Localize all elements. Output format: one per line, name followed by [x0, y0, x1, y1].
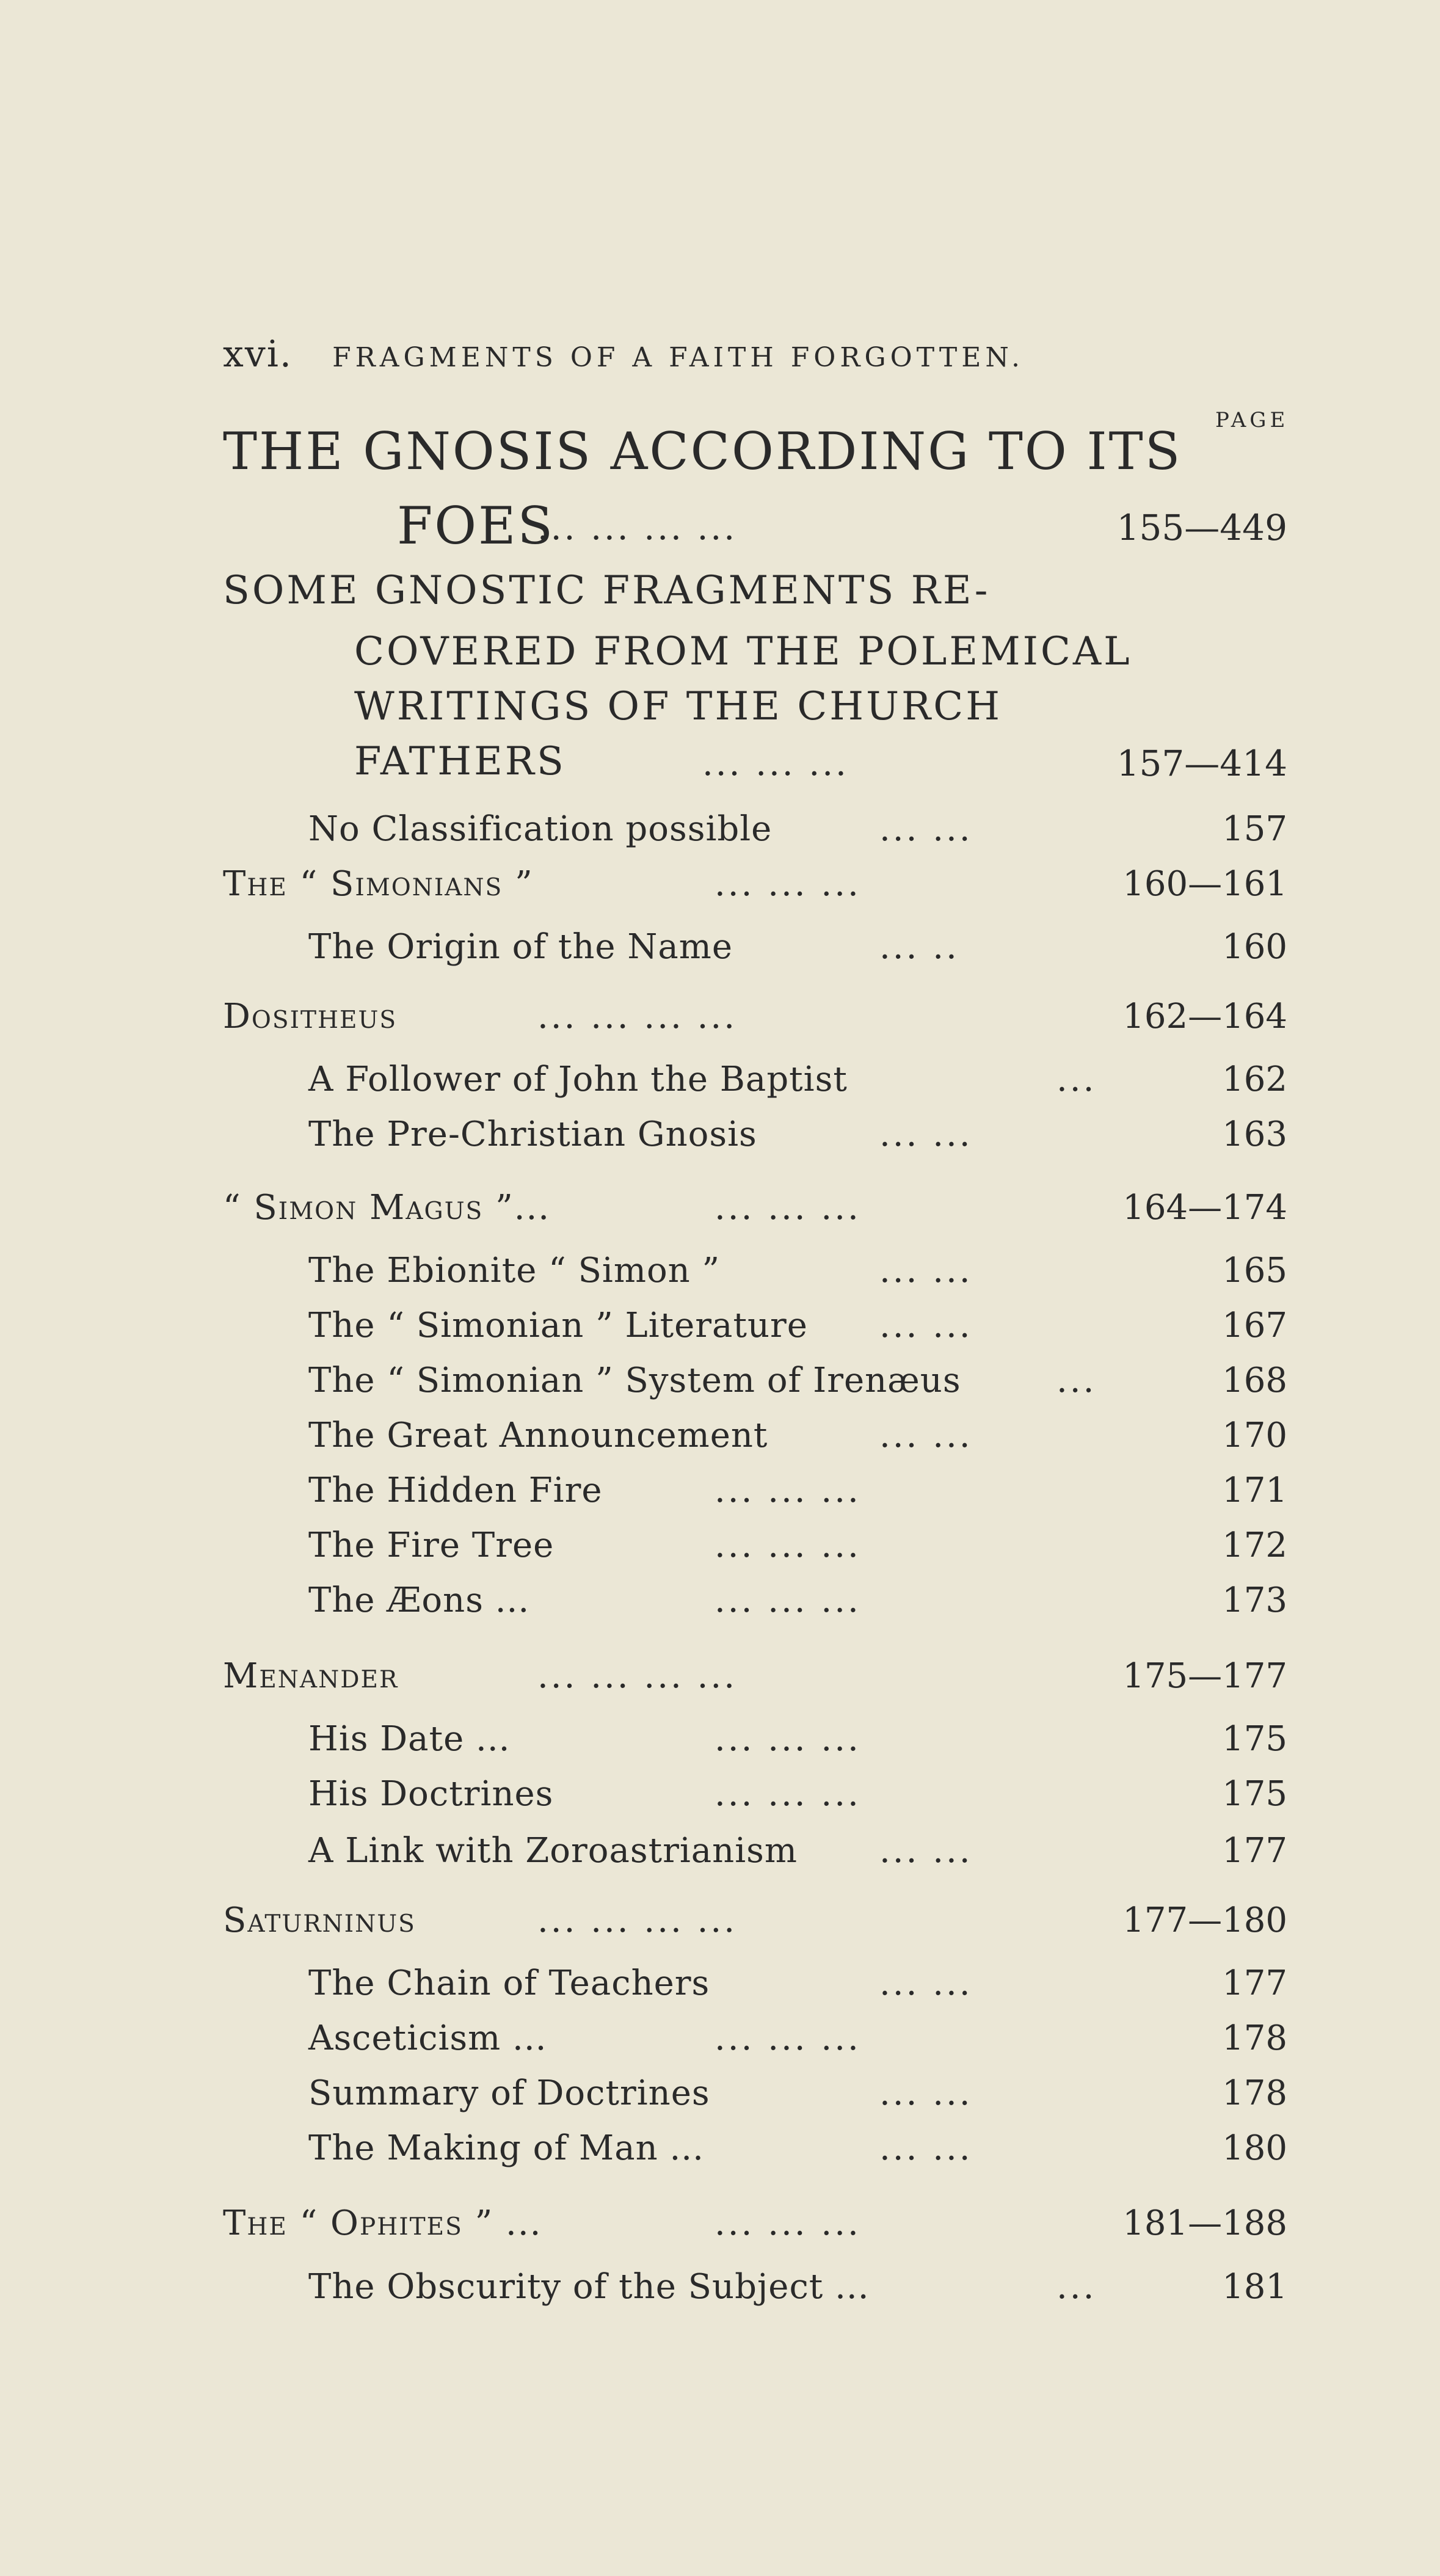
toc-entry	[0, 1774, 1440, 1817]
part-title-line2: FOES	[397, 496, 555, 556]
toc-entry-title: The Fire Tree	[308, 1526, 555, 1565]
toc-entry	[0, 1115, 1440, 1157]
toc-entry	[0, 2018, 1440, 2061]
toc-entry-dots: ... ... ...	[715, 1188, 861, 1228]
toc-entry	[0, 1188, 1440, 1231]
toc-entry-dots: ... ...	[879, 809, 973, 849]
toc-entry-title: The Æons ...	[308, 1581, 530, 1620]
toc-entry-title: No Classification possible	[308, 809, 773, 849]
toc-entry-title: Asceticism ...	[308, 2018, 547, 2058]
toc-entry-page: 160—161	[1122, 864, 1287, 904]
toc-entry	[0, 1719, 1440, 1762]
toc-entry-page: 181	[1222, 2267, 1287, 2307]
toc-entry	[0, 997, 1440, 1039]
toc-entry-dots: ... ... ...	[715, 1526, 861, 1565]
toc-entry-page: 175	[1222, 1719, 1287, 1759]
subpart-line1: SOME GNOSTIC FRAGMENTS RE-	[223, 568, 991, 613]
toc-entry-title: The Obscurity of the Subject ...	[308, 2267, 870, 2307]
toc-entry	[0, 1471, 1440, 1513]
toc-part-row	[0, 496, 1440, 556]
toc-section-title: Menander	[223, 1656, 399, 1696]
toc-entry-title: The “ Simonian ” Literature	[308, 1306, 808, 1345]
page-column-label: PAGE	[1215, 408, 1289, 432]
toc-entry	[0, 1416, 1440, 1458]
toc-entry-title: His Doctrines	[308, 1774, 554, 1814]
toc-entry	[0, 1251, 1440, 1293]
toc-entry-dots: ... ..	[879, 927, 959, 967]
toc-entry-dots: ... ... ... ...	[537, 997, 738, 1036]
toc-entry-dots: ... ... ...	[715, 2018, 861, 2058]
running-header	[223, 333, 1024, 382]
part-title-line1: THE GNOSIS ACCORDING TO ITS	[223, 421, 1182, 481]
toc-entry	[0, 2128, 1440, 2171]
toc-entry-page: 162—164	[1122, 997, 1287, 1036]
toc-section-title: Saturninus	[223, 1901, 416, 1940]
toc-entry-dots: ... ... ...	[715, 1471, 861, 1510]
toc-entry-page: 175—177	[1122, 1656, 1287, 1696]
toc-entry-page: 157	[1222, 809, 1287, 849]
part-leader-dots: ... ... ... ...	[537, 508, 738, 548]
toc-entry-page: 177	[1222, 1963, 1287, 2003]
toc-entry	[0, 1060, 1440, 1102]
toc-entry-title: His Date ...	[308, 1719, 511, 1759]
toc-subpart-row	[0, 739, 1440, 788]
toc-entry-page: 167	[1222, 1306, 1287, 1345]
toc-section-title: “ Simon Magus ”...	[223, 1188, 551, 1228]
toc-entry-page: 162	[1222, 1060, 1287, 1099]
toc-entry	[0, 927, 1440, 970]
toc-section-title: The “ Simonians ”	[223, 864, 534, 904]
toc-entry-dots: ... ... ...	[715, 2203, 861, 2243]
toc-entry	[0, 1831, 1440, 1874]
toc-entry-page: 172	[1222, 1526, 1287, 1565]
toc-entry-page: 177	[1222, 1831, 1287, 1871]
toc-entry-dots: ... ...	[879, 1115, 973, 1154]
toc-entry-title: The Chain of Teachers	[308, 1963, 710, 2003]
subpart-line2: COVERED FROM THE POLEMICAL	[354, 629, 1132, 674]
toc-entry-dots: ... ... ...	[715, 864, 861, 904]
toc-entry-page: 178	[1222, 2073, 1287, 2113]
toc-entry	[0, 809, 1440, 852]
toc-entry-page: 164—174	[1122, 1188, 1287, 1228]
toc-entry-title: The Pre-Christian Gnosis	[308, 1115, 757, 1154]
toc-entry-dots: ... ... ...	[715, 1581, 861, 1620]
toc-entry-page: 175	[1222, 1774, 1287, 1814]
toc-entry-dots: ...	[1056, 1060, 1097, 1099]
part-pages: 155—449	[1116, 507, 1287, 548]
toc-entry-dots: ...	[1056, 2267, 1097, 2307]
subpart-pages: 157—414	[1116, 743, 1287, 784]
toc-entry-title: The Ebionite “ Simon ”	[308, 1251, 721, 1290]
toc-entry	[0, 2267, 1440, 2310]
toc-entry	[0, 2203, 1440, 2246]
toc-entry-dots: ... ... ...	[715, 1774, 861, 1814]
toc-entry-page: 165	[1222, 1251, 1287, 1290]
toc-entry-page: 178	[1222, 2018, 1287, 2058]
toc-section-title: Dositheus	[223, 997, 398, 1036]
subpart-line3: WRITINGS OF THE CHURCH	[354, 684, 1002, 729]
toc-entry-dots: ... ...	[879, 1306, 973, 1345]
toc-entry	[0, 1901, 1440, 1943]
toc-entry-dots: ... ... ...	[715, 1719, 861, 1759]
toc-entry-dots: ... ...	[879, 1416, 973, 1455]
toc-entry-page: 180	[1222, 2128, 1287, 2168]
toc-entry-title: The Great Announcement	[308, 1416, 768, 1455]
toc-entry	[0, 1963, 1440, 2006]
toc-entry-dots: ... ...	[879, 1251, 973, 1290]
toc-entry-page: 163	[1222, 1115, 1287, 1154]
toc-entry-title: The Making of Man ...	[308, 2128, 704, 2168]
toc-entry-dots: ... ...	[879, 1963, 973, 2003]
toc-entry-page: 160	[1222, 927, 1287, 967]
toc-entry-dots: ... ...	[879, 1831, 973, 1871]
toc-entry-dots: ...	[1056, 1361, 1097, 1400]
toc-entry-page: 173	[1222, 1581, 1287, 1620]
toc-entry-dots: ... ... ... ...	[537, 1656, 738, 1696]
toc-entry-dots: ... ...	[879, 2073, 973, 2113]
toc-entry	[0, 1361, 1440, 1403]
toc-entry	[0, 2073, 1440, 2116]
toc-entry-title: The “ Simonian ” System of Irenæus	[308, 1361, 961, 1400]
page-folio: xvi.	[223, 333, 293, 376]
toc-entry-title: A Link with Zoroastrianism	[308, 1831, 798, 1871]
toc-entry-page: 170	[1222, 1416, 1287, 1455]
toc-entry	[0, 1581, 1440, 1623]
toc-entry	[0, 1306, 1440, 1348]
toc-section-title: The “ Ophites ” ...	[223, 2203, 542, 2243]
toc-entry-title: Summary of Doctrines	[308, 2073, 710, 2113]
toc-entry-dots: ... ...	[879, 2128, 973, 2168]
subpart-line4: FATHERS	[354, 739, 566, 784]
toc-entry	[0, 1526, 1440, 1568]
toc-entry	[0, 864, 1440, 907]
toc-entry-page: 177—180	[1122, 1901, 1287, 1940]
toc-entry-title: The Hidden Fire	[308, 1471, 603, 1510]
subpart-leader-dots: ... ... ...	[702, 744, 849, 784]
toc-entry-title: A Follower of John the Baptist	[308, 1060, 848, 1099]
toc-entry	[0, 1656, 1440, 1699]
toc-entry-title: The Origin of the Name	[308, 927, 733, 967]
running-title: FRAGMENTS OF A FAITH FORGOTTEN.	[332, 342, 1024, 373]
toc-entry-page: 168	[1222, 1361, 1287, 1400]
toc-entry-page: 171	[1222, 1471, 1287, 1510]
toc-entry-dots: ... ... ... ...	[537, 1901, 738, 1940]
toc-entry-page: 181—188	[1122, 2203, 1287, 2243]
